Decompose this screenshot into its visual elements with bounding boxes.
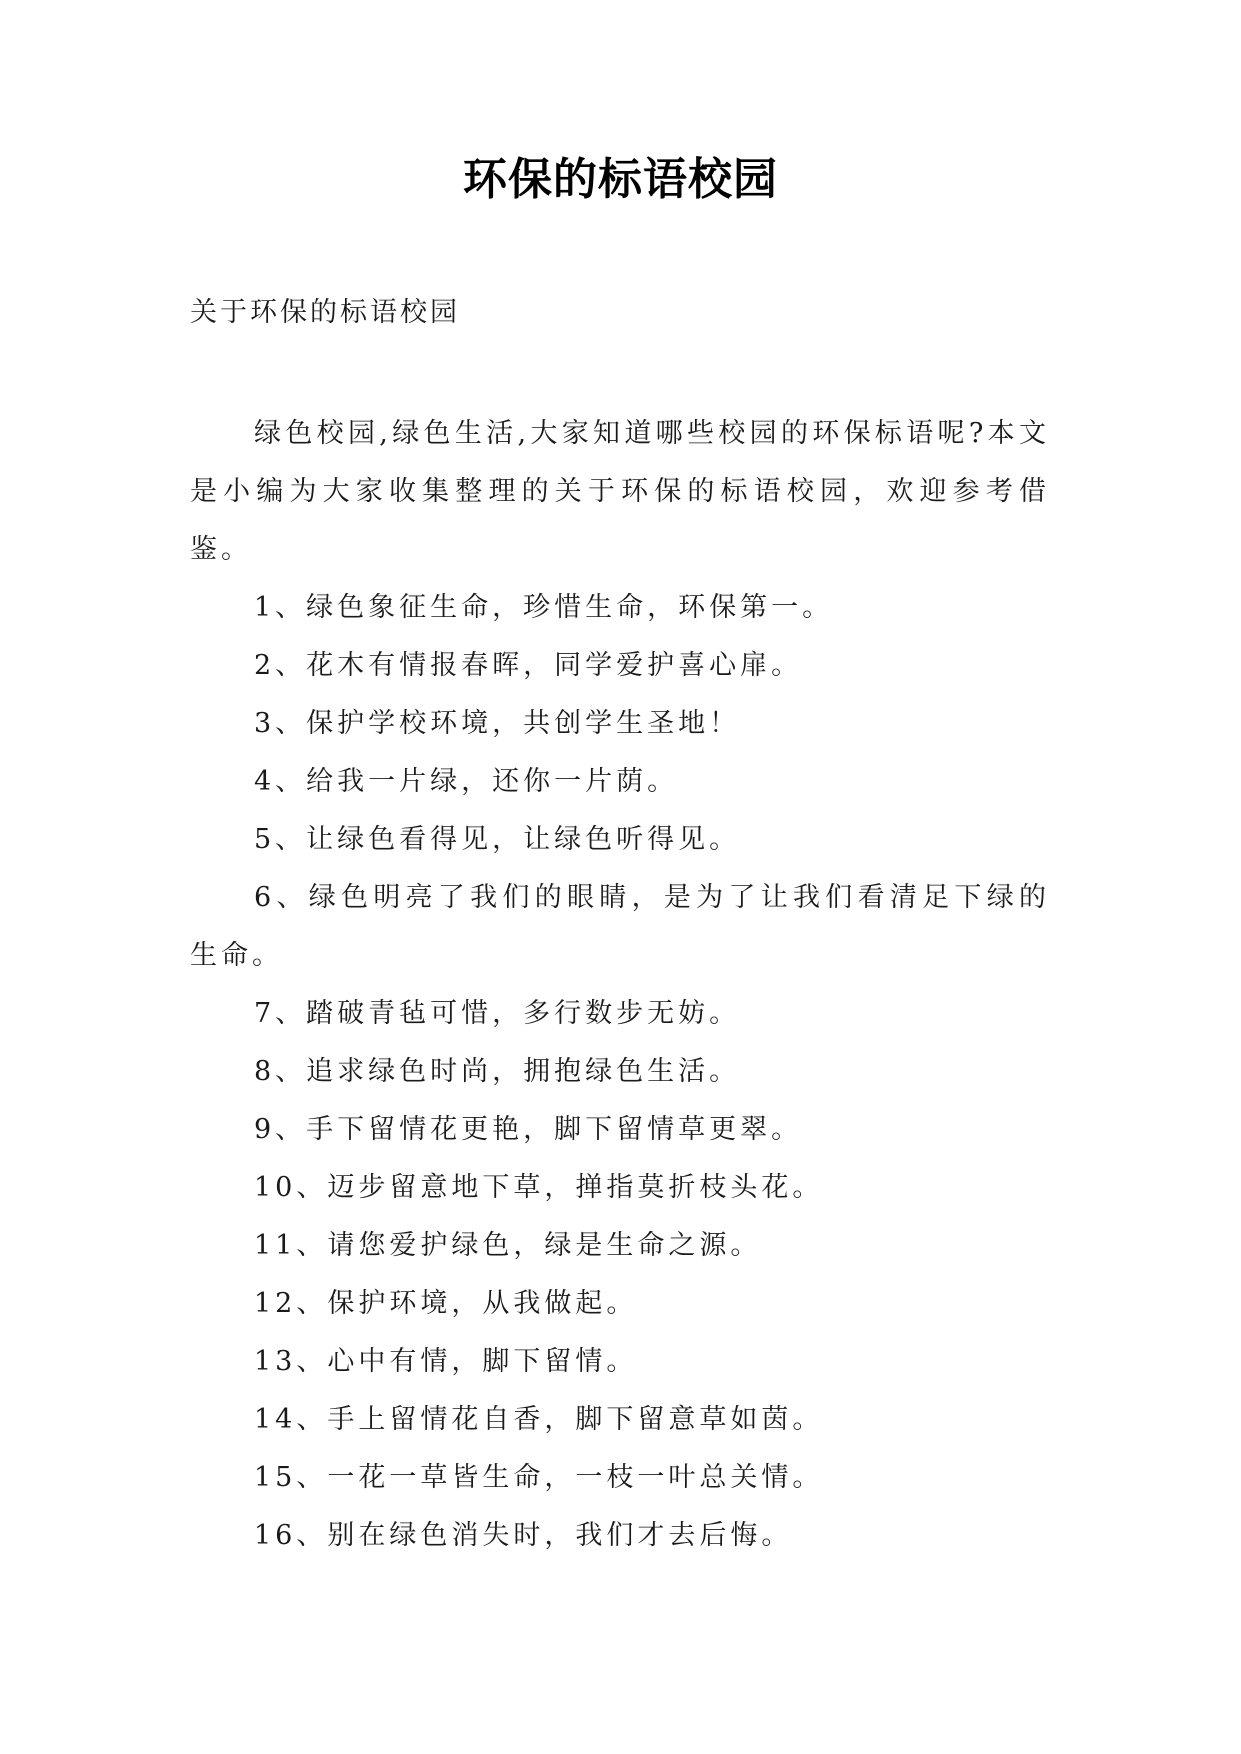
slogan-item: 13、心中有情，脚下留情。 [254, 1346, 638, 1377]
slogan-item: 5、让绿色看得见，让绿色听得见。 [254, 824, 741, 855]
intro-paragraph: 绿色校园,绿色生活,大家知道哪些校园的环保标语呢?本文是小编为大家收集整理的关于环保的标语校园，欢迎参考借鉴。 [190, 418, 1050, 565]
slogan-item: 10、迈步留意地下草，掸指莫折枝头花。 [254, 1172, 824, 1203]
document-body [190, 405, 1050, 1565]
slogan-item: 1、绿色象征生命，珍惜生命，环保第一。 [254, 592, 834, 623]
document-subtitle: 关于环保的标语校园 [190, 297, 460, 328]
slogan-item: 6、绿色明亮了我们的眼睛，是为了让我们看清足下绿的生命。 [190, 882, 1050, 971]
slogan-item: 4、给我一片绿，还你一片荫。 [254, 766, 679, 797]
slogan-item: 12、保护环境，从我做起。 [254, 1288, 638, 1319]
slogan-item: 8、追求绿色时尚，拥抱绿色生活。 [254, 1056, 741, 1087]
slogan-item: 14、手上留情花自香，脚下留意草如茵。 [254, 1404, 824, 1435]
slogan-item: 3、保护学校环境，共创学生圣地！ [254, 708, 741, 739]
slogan-item: 9、手下留情花更艳，脚下留情草更翠。 [254, 1114, 803, 1145]
slogan-item: 7、踏破青毡可惜，多行数步无妨。 [254, 998, 741, 1029]
slogan-item: 16、别在绿色消失时，我们才去后悔。 [254, 1520, 793, 1551]
slogan-item: 15、一花一草皆生命，一枝一叶总关情。 [254, 1462, 824, 1493]
slogan-item: 11、请您爱护绿色，绿是生命之源。 [254, 1230, 762, 1261]
page-title: 环保的标语校园 [463, 154, 778, 205]
slogan-item: 2、花木有情报春晖，同学爱护喜心扉。 [254, 650, 803, 681]
